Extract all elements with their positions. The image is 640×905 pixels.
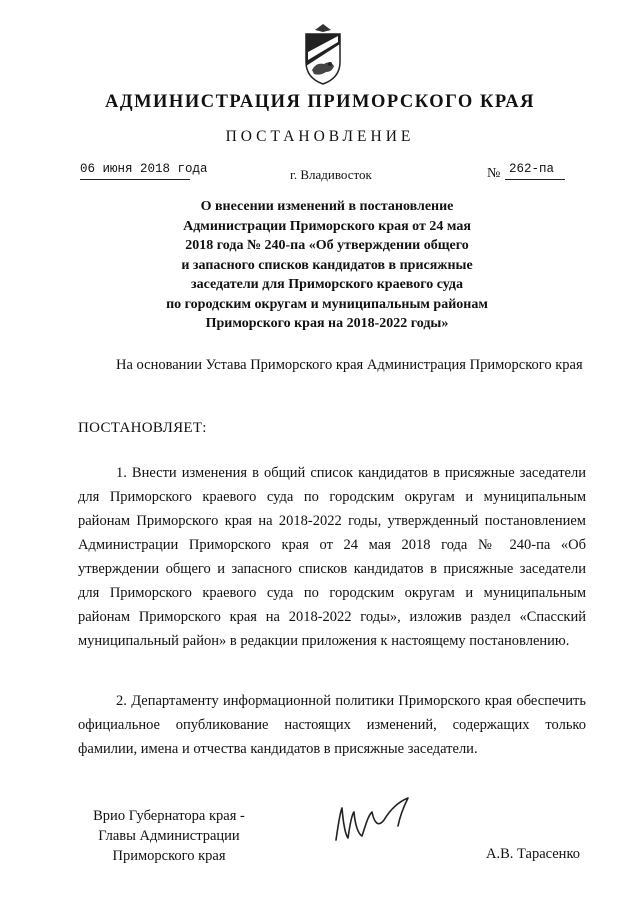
decree-item-2: 2. Департаменту информационной политики Приморского края обеспечить официальное опубликование настоящих изменений, содержащих только фамилии, имена и отчества кандидатов в присяжные заседатели. (78, 693, 586, 757)
document-date: 06 июня 2018 года (80, 162, 208, 176)
position-line: Главы Администрации (98, 828, 240, 844)
document-number: 262-па (509, 162, 555, 176)
signatory-position (84, 806, 254, 866)
number-underline (505, 179, 565, 180)
title-line: и запасного списков кандидатов в присяжные (181, 257, 473, 273)
document-city: г. Владивосток (290, 167, 372, 182)
title-line: О внесении изменений в постановление (200, 199, 454, 214)
decree-item-1: 1. Внести изменения в общий список кандидатов в присяжные заседатели для Приморского краевого суда по городским округам и муниципальным районам Приморского края на 2018-2022 годы, утвержденный постановлением Администрации Приморского края от 24 мая 2018 года № 240-па «Об утверждении общего и запасного списков кандидатов в присяжные заседатели для Приморского краевого суда по городским округам и муниципальным районам Приморского края на 2018-2022 годы», изложив раздел «Спасский муниципальный район» в редакции приложения к настоящему постановлению. (78, 465, 586, 649)
title-line: 2018 года № 240-па «Об утверждении общего (185, 238, 469, 253)
title-line: Приморского края на 2018-2022 годы» (205, 316, 449, 331)
signer-name: А.В. Тарасенко (486, 846, 581, 862)
document-title (100, 197, 554, 334)
signature-icon (328, 790, 428, 846)
position-line: Врио Губернатора края - (93, 808, 245, 824)
organization-name: АДМИНИСТРАЦИЯ ПРИМОРСКОГО КРАЯ (104, 92, 536, 112)
preamble-paragraph: На основании Устава Приморского края Администрация Приморского края (116, 357, 583, 373)
position-line: Приморского края (112, 848, 226, 864)
decree-heading: ПОСТАНОВЛЯЕТ: (78, 420, 207, 436)
date-underline (80, 179, 190, 180)
number-sign: № (487, 166, 501, 181)
title-line: заседатели для Приморского краевого суда (190, 277, 464, 292)
coat-of-arms-icon (300, 22, 346, 86)
document-type: ПОСТАНОВЛЕНИЕ (225, 128, 415, 145)
title-line: Администрации Приморского края от 24 мая (183, 218, 471, 234)
title-line: по городским округам и муниципальным районам (166, 296, 488, 312)
